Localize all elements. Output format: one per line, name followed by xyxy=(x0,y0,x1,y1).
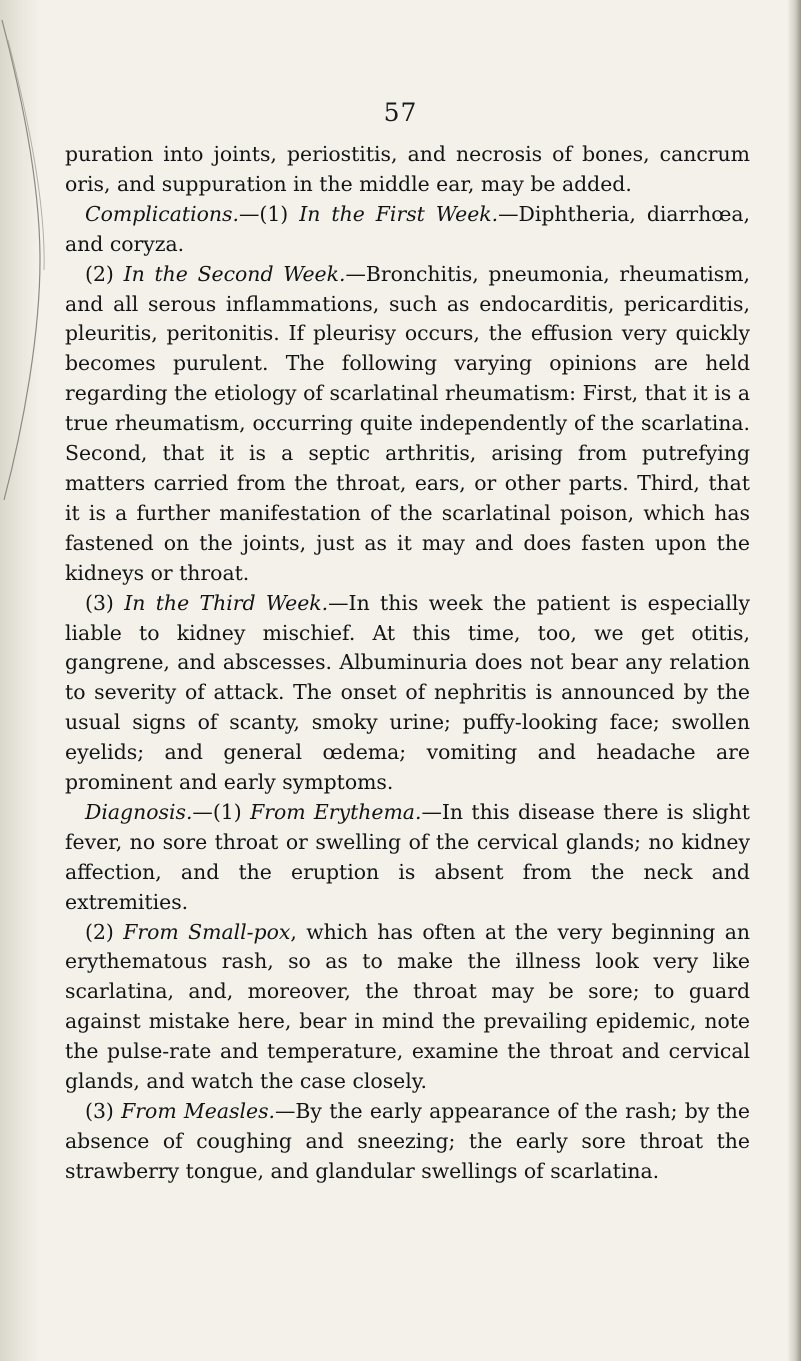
text-run: —Diphtheria, diarrhœa, and coryza. xyxy=(65,201,750,256)
subsection-heading: In the First Week. xyxy=(299,201,499,226)
text-run: puration into joints, periostitis, and necrosis of bones, cancrum oris, and suppuration in the middle ear, may be added. xyxy=(65,142,750,196)
paragraph-complications xyxy=(65,200,750,260)
body-text xyxy=(65,140,750,1187)
text-run: —In this week the patient is especially liable to kidney mischief. At this time, too, we get otitis, gangrene, and abscesses. Albuminuria does not bear any relation to severity of attack. The onset of nephritis is announced by the usual signs of scanty, smoky urine; puffy-looking face; swollen eyelids; and general œdema; vomiting and headache are prominent and early symptoms. xyxy=(65,590,750,795)
paragraph xyxy=(65,140,750,200)
text-run: (2) xyxy=(85,919,124,944)
section-heading: Diagnosis. xyxy=(85,799,193,824)
subsection-heading: In the Second Week. xyxy=(123,261,346,286)
subsection-heading: From Small-pox xyxy=(123,919,291,944)
paragraph-third-week xyxy=(65,589,750,798)
text-run: , which has often at the very beginning an erythematous rash, so as to make the illness look very like scarlatina, and, moreover, the throat may be sore; to guard against mistake here, bear in mind the prevailing epidemic, note the pulse-rate and temperature, examine the throat and cervical glands, and watch the case closely. xyxy=(65,919,750,1094)
subsection-heading: In the Third Week. xyxy=(124,590,329,615)
text-run: (3) xyxy=(85,590,125,615)
text-run: —(1) xyxy=(238,201,300,226)
text-run: —Bronchitis, pneumonia, rheumatism, and all serous inflammations, such as endocarditis, pericarditis, pleuritis, peritonitis. If pleurisy occurs, the effusion very quickly becomes purulent. The following varying opinions are held regarding the etiology of scarlatinal rheumatism: First, that it is a true rheumatism, occurring quite independently of the scarlatina. Second, that it is a septic arthritis, arising from putrefying matters carried from the throat, ears, or other parts. Third, that it is a further manifestation of the scarlatinal poison, which has fastened on the joints, just as it may and does fasten upon the kidneys or throat. xyxy=(65,261,750,585)
paragraph-measles xyxy=(65,1097,750,1187)
text-run: —In this disease there is slight fever, no sore throat or swelling of the cervical glands; no kidney affection, and the eruption is absent from the neck and extremities. xyxy=(65,799,750,914)
subsection-heading: From Measles. xyxy=(121,1099,276,1123)
paragraph-small-pox xyxy=(65,918,750,1097)
text-run: —(1) xyxy=(192,799,251,824)
section-heading: Complications. xyxy=(85,201,239,226)
page-number: 57 xyxy=(383,98,418,127)
text-run: —By the early appearance of the rash; by the absence of coughing and sneezing; the early sore throat the strawberry tongue, and glandular swellings of scarlatina. xyxy=(65,1099,750,1183)
subsection-heading: From Erythema. xyxy=(250,799,422,824)
page-edge-right xyxy=(787,0,801,1361)
text-run: (2) xyxy=(85,261,124,286)
text-run: (3) xyxy=(85,1099,122,1123)
paragraph-second-week xyxy=(65,260,750,589)
paragraph-diagnosis xyxy=(65,798,750,918)
